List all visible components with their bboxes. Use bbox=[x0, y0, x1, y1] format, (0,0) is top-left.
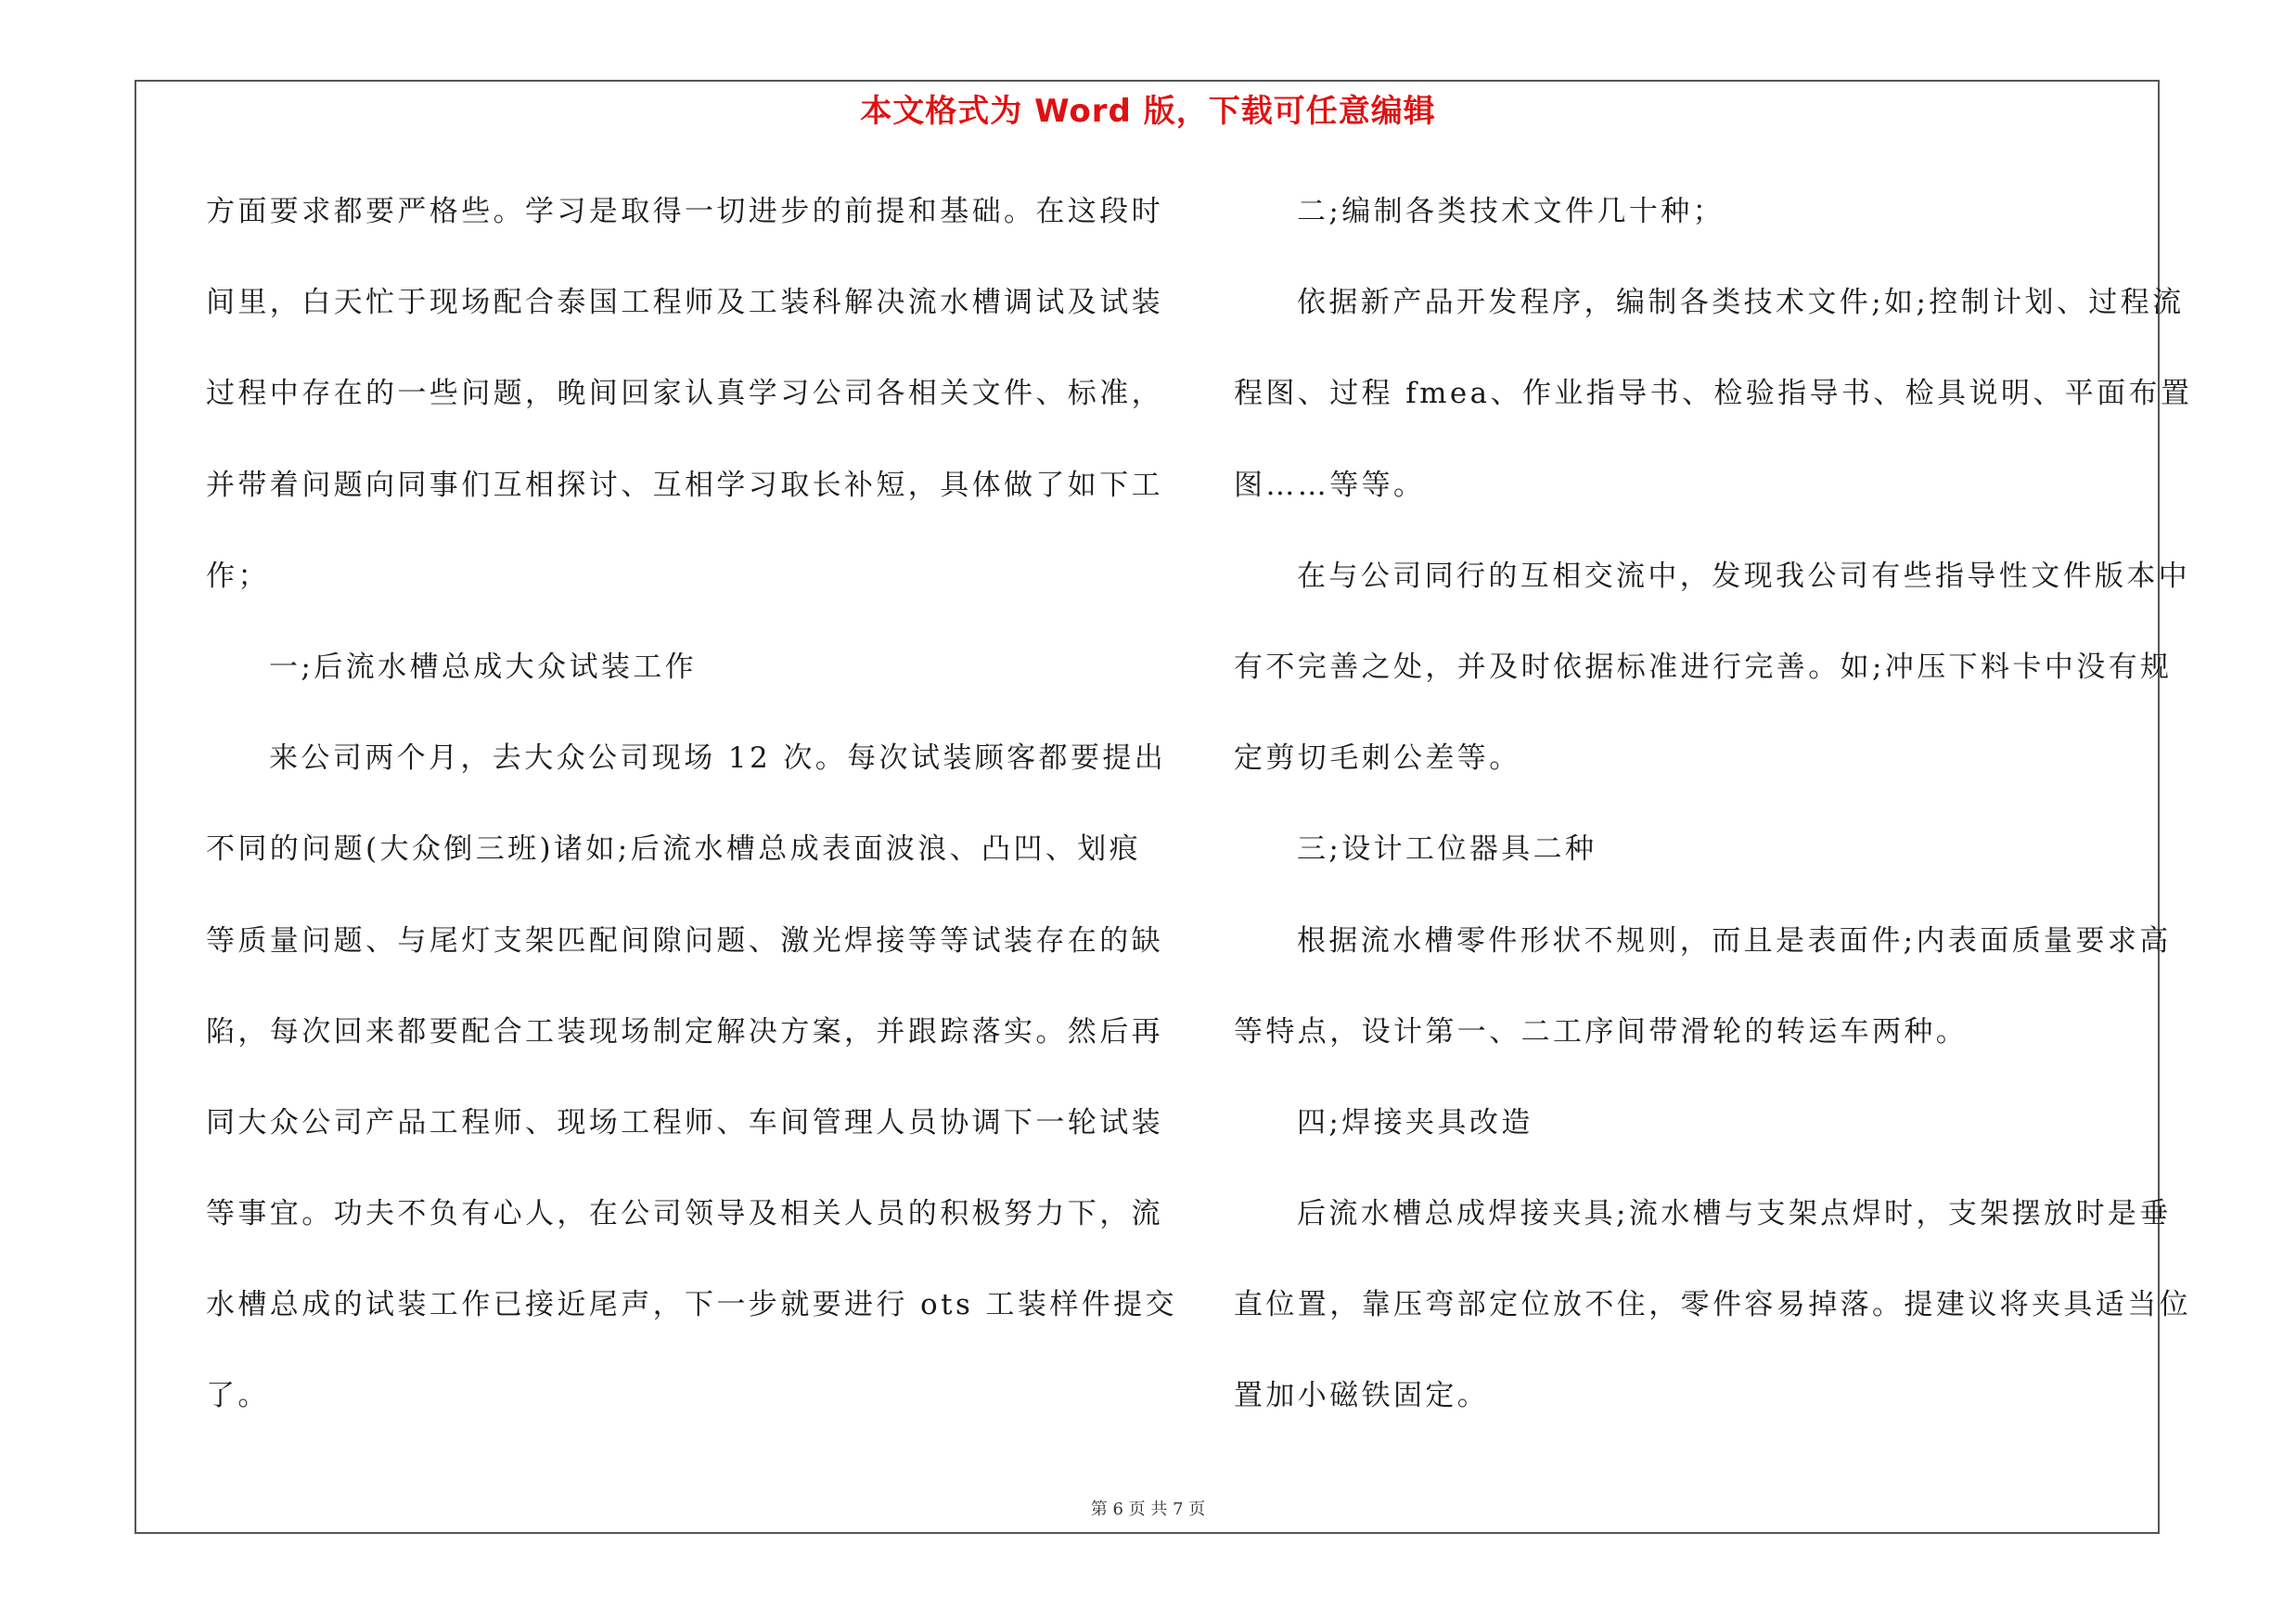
left-column bbox=[206, 184, 1177, 1460]
text-line: 依据新产品开发程序，编制各类技术文件;如;控制计划、过程流 bbox=[1297, 286, 2185, 320]
text-line: 间里，白天忙于现场配合泰国工程师及工装科解决流水槽调试及试装 bbox=[206, 286, 1163, 320]
text-line: 方面要求都要严格些。学习是取得一切进步的前提和基础。在这段时 bbox=[206, 195, 1163, 228]
right-column bbox=[1234, 184, 2193, 1460]
section-heading: 四;焊接夹具改造 bbox=[1297, 1105, 1533, 1140]
text-line: 不同的问题(大众倒三班)诸如;后流水槽总成表面波浪、凸凹、划痕 bbox=[206, 832, 1142, 867]
text-line: 根据流水槽零件形状不规则，而且是表面件;内表面质量要求高 bbox=[1297, 923, 2172, 958]
text-line: 并带着问题向同事们互相探讨、互相学习取长补短，具体做了如下工 bbox=[206, 468, 1163, 502]
section-heading: 三;设计工位器具二种 bbox=[1297, 832, 1597, 867]
text-line: 图……等等。 bbox=[1234, 468, 1426, 502]
text-line: 置加小磁铁固定。 bbox=[1234, 1379, 1490, 1413]
text-line: 定剪切毛刺公差等。 bbox=[1234, 741, 1521, 776]
text-line: 直位置，靠压弯部定位放不住，零件容易掉落。提建议将夹具适当位 bbox=[1234, 1288, 2191, 1322]
text-line: 后流水槽总成焊接夹具;流水槽与支架点焊时，支架摆放时是垂 bbox=[1297, 1197, 2172, 1231]
editable-banner: 本文格式为 Word 版，下载可任意编辑 bbox=[860, 93, 1436, 130]
page-number: 第 6 页 共 7 页 bbox=[1090, 1500, 1206, 1519]
text-line: 作； bbox=[206, 559, 270, 593]
text-line: 水槽总成的试装工作已接近尾声，下一步就要进行 ots 工装样件提交 bbox=[206, 1288, 1177, 1322]
text-line: 程图、过程 fmea、作业指导书、检验指导书、检具说明、平面布置 bbox=[1234, 377, 2193, 411]
text-line: 等事宜。功夫不负有心人，在公司领导及相关人员的积极努力下，流 bbox=[206, 1197, 1163, 1231]
text-line: 等特点，设计第一、二工序间带滑轮的转运车两种。 bbox=[1234, 1014, 1969, 1049]
text-line: 同大众公司产品工程师、现场工程师、车间管理人员协调下一轮试装 bbox=[206, 1105, 1163, 1140]
text-line: 有不完善之处，并及时依据标准进行完善。如;冲压下料卡中没有规 bbox=[1234, 650, 2173, 684]
text-line: 了。 bbox=[206, 1379, 270, 1413]
text-line: 来公司两个月，去大众公司现场 12 次。每次试装顾客都要提出 bbox=[269, 741, 1167, 776]
section-heading: 一;后流水槽总成大众试装工作 bbox=[269, 650, 698, 684]
text-line: 等质量问题、与尾灯支架匹配间隙问题、激光焊接等等试装存在的缺 bbox=[206, 923, 1163, 958]
text-line: 过程中存在的一些问题，晚间回家认真学习公司各相关文件、标准， bbox=[206, 377, 1163, 411]
section-heading: 二;编制各类技术文件几十种； bbox=[1297, 195, 1725, 228]
text-line: 陷，每次回来都要配合工装现场制定解决方案，并跟踪落实。然后再 bbox=[206, 1014, 1163, 1049]
text-line: 在与公司同行的互相交流中，发现我公司有些指导性文件版本中 bbox=[1297, 559, 2191, 593]
